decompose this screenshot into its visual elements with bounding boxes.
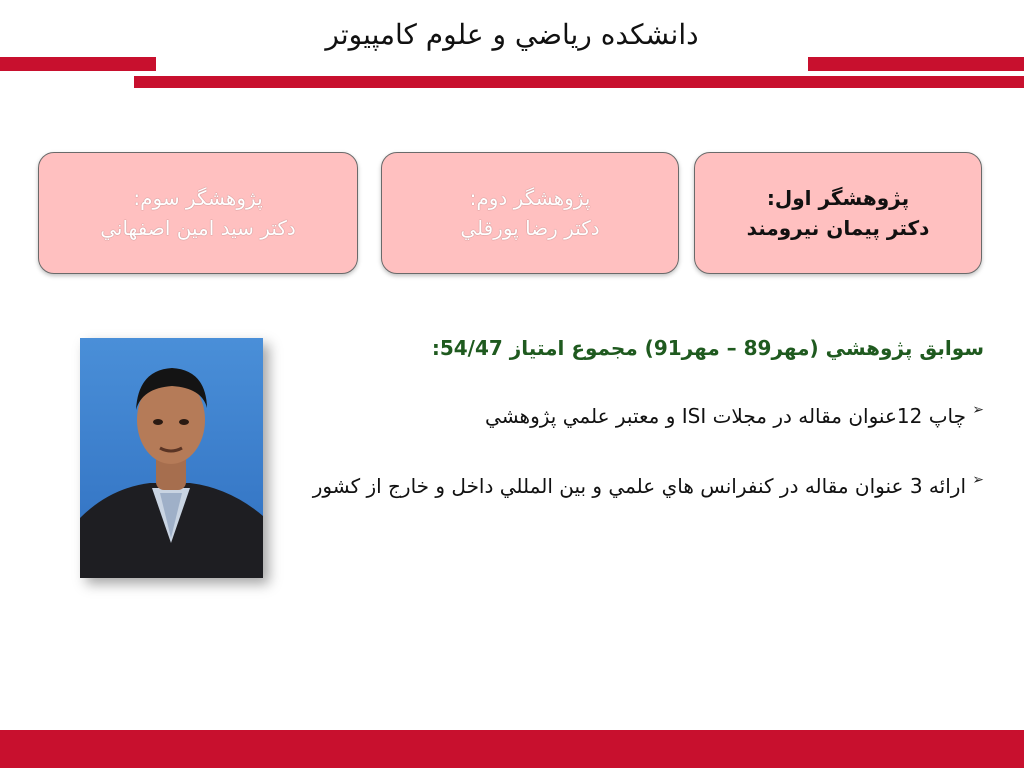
arrow-bullet-icon: ➢: [972, 472, 984, 488]
researcher-label: پژوهشگر اول:: [766, 186, 910, 210]
researcher-card-third: [38, 152, 358, 274]
list-item-text: چاپ 12عنوان مقاله در مجلات ISI و معتبر علمي پژوهشي: [485, 404, 966, 428]
list-item-text: ارائه 3 عنوان مقاله در کنفرانس هاي علمي و بين المللي داخل و خارج از کشور: [312, 474, 966, 498]
researcher-card-second: [381, 152, 679, 274]
list-item: [300, 396, 984, 436]
research-heading: سوابق پژوهشي (مهر89 – مهر91) مجموع امتياز 54/47:: [431, 336, 984, 360]
researcher-photo: [80, 338, 263, 578]
decorative-footer-bar: [0, 730, 1024, 768]
decorative-bar-main: [134, 76, 1024, 88]
page-title: دانشکده رياضي و علوم کامپيوتر: [325, 18, 699, 51]
list-item: [300, 466, 984, 506]
researcher-name: دکتر سيد امين اصفهاني: [100, 216, 296, 240]
portrait-image: [80, 338, 263, 578]
decorative-bar-left: [0, 57, 156, 71]
arrow-bullet-icon: ➢: [972, 402, 984, 418]
researcher-label: پژوهشگر سوم:: [133, 186, 263, 210]
researcher-card-first: [694, 152, 982, 274]
researcher-label: پژوهشگر دوم:: [469, 186, 591, 210]
researcher-name: دکتر رضا پورقلي: [460, 216, 600, 240]
researcher-name: دکتر پيمان نيرومند: [746, 216, 930, 240]
decorative-bar-right: [808, 57, 1024, 71]
research-section: [300, 336, 984, 536]
